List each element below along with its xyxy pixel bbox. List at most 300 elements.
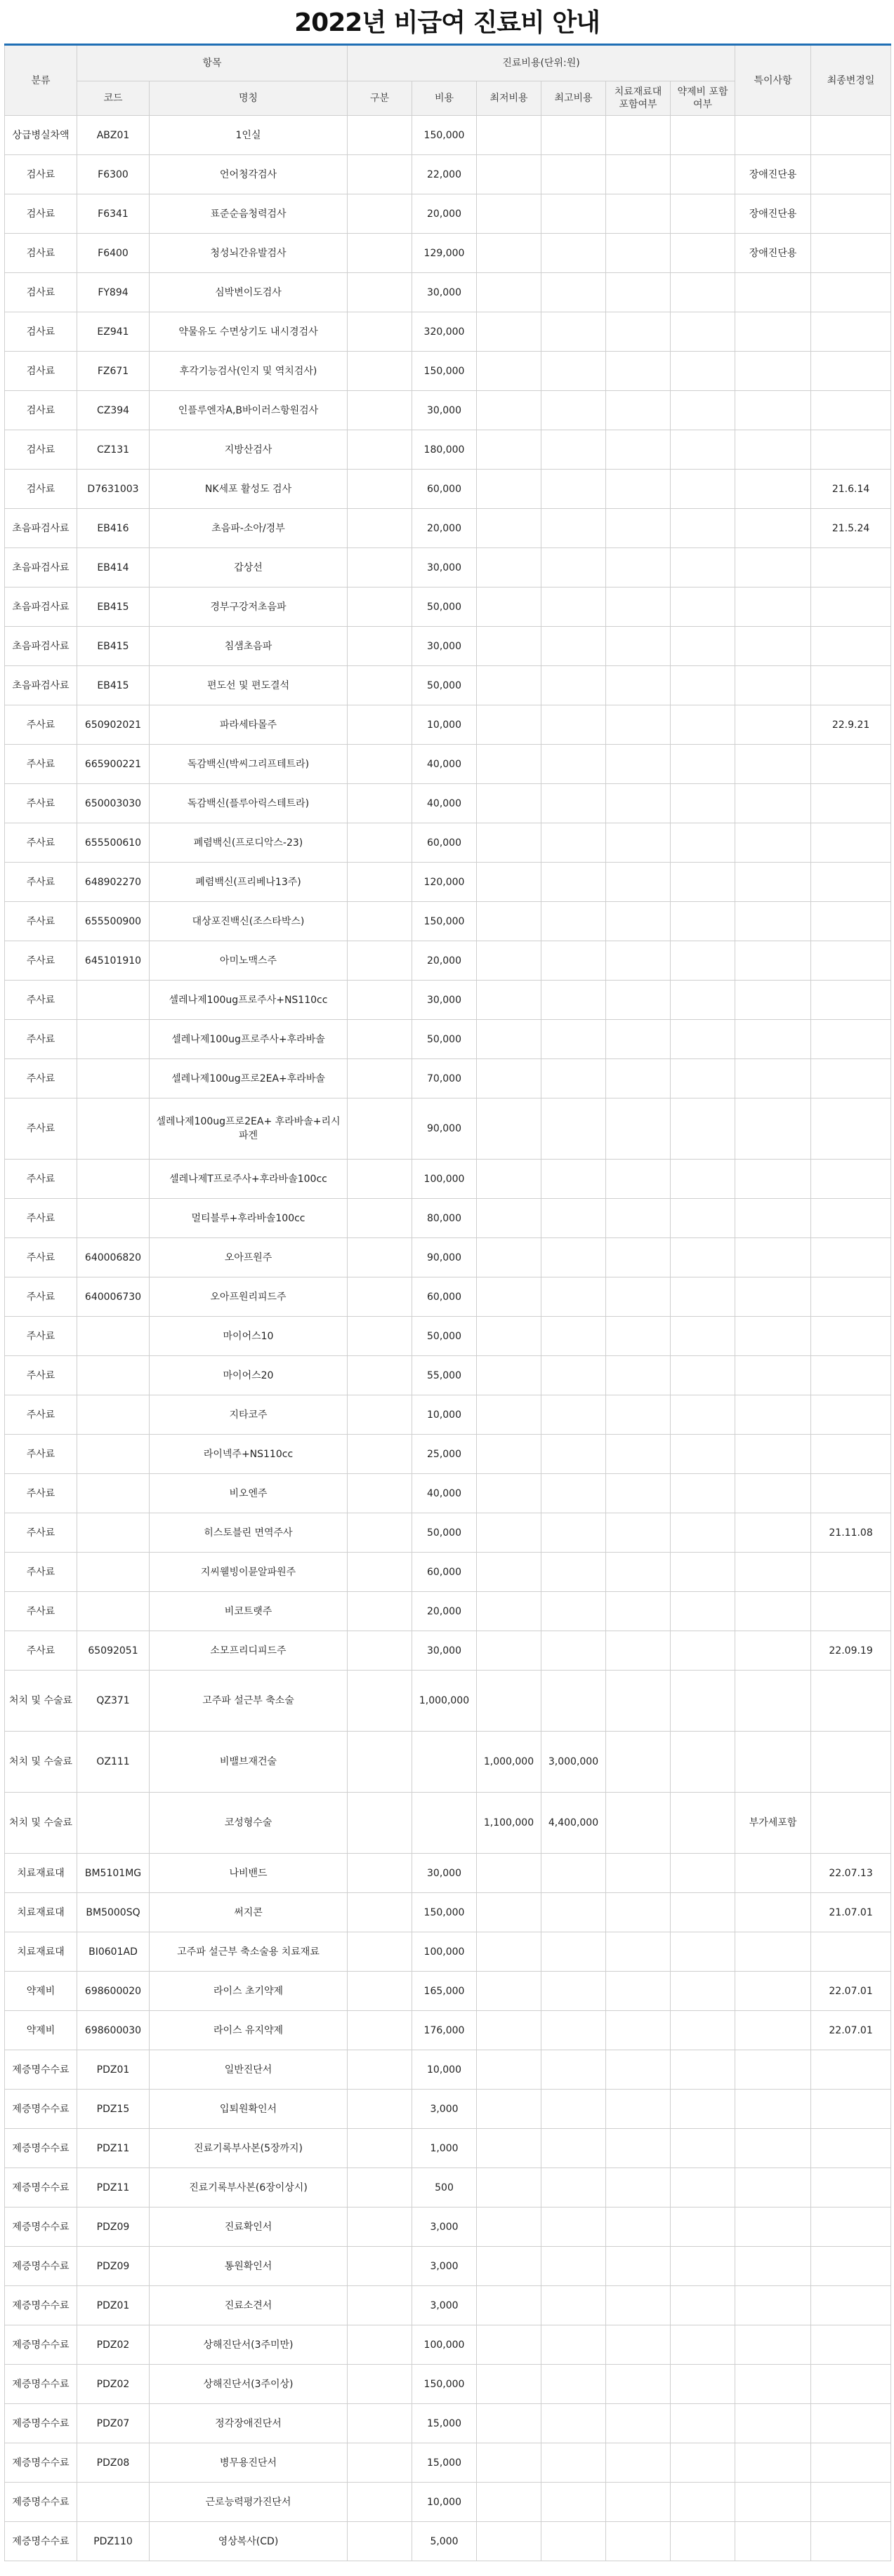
header-category: 분류: [5, 45, 77, 116]
cell-last-changed: [811, 2129, 891, 2168]
cell-cost: 15,000: [412, 2443, 477, 2483]
cell-notes: [735, 1059, 811, 1098]
table-row: [5, 2168, 891, 2207]
cell-name: 파라세타몰주: [150, 705, 348, 745]
cell-category: 주사료: [5, 823, 77, 863]
cell-code: 655500900: [77, 902, 150, 941]
cell-last-changed: [811, 391, 891, 430]
cell-notes: [735, 548, 811, 587]
cell-max-cost: [541, 2050, 606, 2090]
cell-min-cost: [477, 273, 541, 312]
cell-category: 치료재료대: [5, 1854, 77, 1893]
cell-max-cost: [541, 1932, 606, 1972]
cell-material-included: [606, 981, 671, 1020]
table-row: [5, 194, 891, 234]
cell-code: OZ111: [77, 1732, 150, 1793]
cell-max-cost: [541, 391, 606, 430]
cell-notes: [735, 2443, 811, 2483]
cell-notes: [735, 1020, 811, 1059]
table-row: [5, 1277, 891, 1317]
cell-category: 주사료: [5, 784, 77, 823]
table-row: [5, 352, 891, 391]
cell-min-cost: [477, 2443, 541, 2483]
cell-material-included: [606, 1356, 671, 1395]
table-row: [5, 1631, 891, 1671]
cell-notes: [735, 745, 811, 784]
cell-last-changed: [811, 155, 891, 194]
cell-drug-included: [671, 1160, 735, 1199]
cell-max-cost: [541, 981, 606, 1020]
cell-drug-included: [671, 1277, 735, 1317]
cell-material-included: [606, 902, 671, 941]
cell-code: EB415: [77, 666, 150, 705]
cell-name: 라이스 유지약제: [150, 2011, 348, 2050]
cell-max-cost: [541, 2325, 606, 2365]
cell-cost: 30,000: [412, 548, 477, 587]
cell-min-cost: [477, 2522, 541, 2561]
cell-code: [77, 1317, 150, 1356]
cell-category: 제증명수수료: [5, 2168, 77, 2207]
cell-last-changed: [811, 902, 891, 941]
cell-name: 소모프리디피드주: [150, 1631, 348, 1671]
cell-material-included: [606, 1893, 671, 1932]
table-row: [5, 863, 891, 902]
cell-notes: [735, 352, 811, 391]
cell-min-cost: [477, 116, 541, 155]
cell-cost: 60,000: [412, 470, 477, 509]
cell-drug-included: [671, 1854, 735, 1893]
table-row: [5, 1972, 891, 2011]
cell-drug-included: [671, 116, 735, 155]
cell-material-included: [606, 627, 671, 666]
cell-notes: [735, 705, 811, 745]
table-row: [5, 2129, 891, 2168]
cell-min-cost: 1,000,000: [477, 1732, 541, 1793]
table-row: [5, 941, 891, 981]
cell-category: 주사료: [5, 1277, 77, 1317]
cell-category: 초음파검사료: [5, 627, 77, 666]
table-row: [5, 1932, 891, 1972]
cell-name: 마이어스10: [150, 1317, 348, 1356]
cell-name: 폐렴백신(프리베나13주): [150, 863, 348, 902]
cell-code: [77, 981, 150, 1020]
table-row: [5, 2404, 891, 2443]
cell-max-cost: [541, 2443, 606, 2483]
cell-drug-included: [671, 1972, 735, 2011]
cell-cost: 15,000: [412, 2404, 477, 2443]
cell-min-cost: [477, 784, 541, 823]
cell-notes: 장애진단용: [735, 155, 811, 194]
cell-min-cost: [477, 2483, 541, 2522]
cell-min-cost: [477, 1893, 541, 1932]
fee-table: [4, 44, 891, 2561]
cell-code: PDZ08: [77, 2443, 150, 2483]
cell-min-cost: [477, 194, 541, 234]
cell-max-cost: [541, 1592, 606, 1631]
cell-code: [77, 1199, 150, 1238]
cell-min-cost: [477, 548, 541, 587]
cell-notes: [735, 1893, 811, 1932]
cell-material-included: [606, 234, 671, 273]
cell-name: 독감백신(플루아릭스테트라): [150, 784, 348, 823]
cell-name: 표준순음청력검사: [150, 194, 348, 234]
cell-division: [348, 587, 412, 627]
cell-drug-included: [671, 1592, 735, 1631]
cell-max-cost: [541, 194, 606, 234]
cell-category: 제증명수수료: [5, 2090, 77, 2129]
cell-division: [348, 1435, 412, 1474]
cell-code: PDZ07: [77, 2404, 150, 2443]
cell-code: [77, 1592, 150, 1631]
cell-notes: [735, 1972, 811, 2011]
cell-code: 650003030: [77, 784, 150, 823]
cell-name: 코성형수술: [150, 1793, 348, 1854]
cell-last-changed: [811, 2325, 891, 2365]
table-row: [5, 116, 891, 155]
cell-name: 아미노맥스주: [150, 941, 348, 981]
cell-drug-included: [671, 509, 735, 548]
cell-code: PDZ01: [77, 2050, 150, 2090]
cell-division: [348, 2011, 412, 2050]
table-row: [5, 1435, 891, 1474]
cell-category: 주사료: [5, 1199, 77, 1238]
cell-min-cost: [477, 863, 541, 902]
cell-name: 지씨웰빙이뮨알파원주: [150, 1553, 348, 1592]
table-row: [5, 981, 891, 1020]
cell-cost: 500: [412, 2168, 477, 2207]
cell-drug-included: [671, 705, 735, 745]
cell-division: [348, 1631, 412, 1671]
cell-notes: [735, 1317, 811, 1356]
cell-division: [348, 234, 412, 273]
header-cost: 비용: [412, 81, 477, 116]
cell-material-included: [606, 1793, 671, 1854]
cell-drug-included: [671, 2011, 735, 2050]
cell-material-included: [606, 273, 671, 312]
cell-last-changed: [811, 273, 891, 312]
cell-notes: [735, 2207, 811, 2247]
cell-max-cost: [541, 470, 606, 509]
cell-code: [77, 1020, 150, 1059]
cell-division: [348, 2325, 412, 2365]
cell-max-cost: [541, 1513, 606, 1553]
cell-cost: 50,000: [412, 1317, 477, 1356]
cell-last-changed: [811, 2286, 891, 2325]
cell-min-cost: [477, 1932, 541, 1972]
cell-division: [348, 627, 412, 666]
cell-name: 비코트랫주: [150, 1592, 348, 1631]
cell-category: 제증명수수료: [5, 2286, 77, 2325]
cell-cost: 50,000: [412, 1020, 477, 1059]
cell-code: F6341: [77, 194, 150, 234]
cell-max-cost: [541, 116, 606, 155]
cell-category: 주사료: [5, 902, 77, 941]
cell-last-changed: [811, 2365, 891, 2404]
cell-cost: 40,000: [412, 1474, 477, 1513]
cell-last-changed: [811, 194, 891, 234]
cell-division: [348, 509, 412, 548]
cell-name: 입퇴원확인서: [150, 2090, 348, 2129]
table-row: [5, 705, 891, 745]
cell-min-cost: [477, 981, 541, 1020]
cell-material-included: [606, 941, 671, 981]
table-row: [5, 391, 891, 430]
cell-min-cost: [477, 1631, 541, 1671]
cell-notes: [735, 1592, 811, 1631]
cell-category: 주사료: [5, 1435, 77, 1474]
cell-max-cost: [541, 2247, 606, 2286]
cell-material-included: [606, 1317, 671, 1356]
cell-division: [348, 745, 412, 784]
cell-division: [348, 863, 412, 902]
cell-category: 주사료: [5, 1395, 77, 1435]
cell-cost: 320,000: [412, 312, 477, 352]
table-row: [5, 2325, 891, 2365]
cell-category: 검사료: [5, 352, 77, 391]
cell-last-changed: [811, 1435, 891, 1474]
table-row: [5, 2522, 891, 2561]
cell-drug-included: [671, 981, 735, 1020]
cell-name: 진료소견서: [150, 2286, 348, 2325]
cell-cost: 120,000: [412, 863, 477, 902]
cell-min-cost: [477, 941, 541, 981]
cell-notes: [735, 470, 811, 509]
cell-last-changed: [811, 2050, 891, 2090]
cell-material-included: [606, 2207, 671, 2247]
cell-division: [348, 902, 412, 941]
cell-material-included: [606, 1435, 671, 1474]
cell-code: [77, 1435, 150, 1474]
cell-min-cost: [477, 902, 541, 941]
cell-category: 주사료: [5, 1317, 77, 1356]
table-row: [5, 2443, 891, 2483]
cell-category: 초음파검사료: [5, 666, 77, 705]
cell-notes: [735, 2404, 811, 2443]
cell-code: [77, 1160, 150, 1199]
cell-division: [348, 116, 412, 155]
cell-drug-included: [671, 1671, 735, 1732]
cell-last-changed: 22.07.01: [811, 2011, 891, 2050]
cell-last-changed: [811, 666, 891, 705]
cell-last-changed: [811, 1732, 891, 1793]
table-row: [5, 234, 891, 273]
cell-name: 비오엔주: [150, 1474, 348, 1513]
cell-category: 주사료: [5, 1160, 77, 1199]
cell-name: 셀레나제100ug프로주사+후라바솔: [150, 1020, 348, 1059]
cell-category: 검사료: [5, 391, 77, 430]
cell-max-cost: [541, 1238, 606, 1277]
cell-code: [77, 1474, 150, 1513]
cell-name: 병무용진단서: [150, 2443, 348, 2483]
cell-min-cost: [477, 2365, 541, 2404]
cell-drug-included: [671, 902, 735, 941]
cell-name: 청성뇌간유발검사: [150, 234, 348, 273]
cell-code: [77, 2483, 150, 2522]
cell-material-included: [606, 1059, 671, 1098]
cell-notes: [735, 627, 811, 666]
cell-name: NK세포 활성도 검사: [150, 470, 348, 509]
cell-category: 주사료: [5, 1020, 77, 1059]
cell-code: 698600020: [77, 1972, 150, 2011]
cell-drug-included: [671, 430, 735, 470]
cell-cost: 5,000: [412, 2522, 477, 2561]
cell-notes: [735, 863, 811, 902]
cell-code: PDZ110: [77, 2522, 150, 2561]
cell-cost: 150,000: [412, 352, 477, 391]
cell-drug-included: [671, 2522, 735, 2561]
cell-material-included: [606, 705, 671, 745]
cell-max-cost: [541, 823, 606, 863]
cell-division: [348, 1020, 412, 1059]
cell-notes: [735, 2090, 811, 2129]
cell-min-cost: [477, 1592, 541, 1631]
cell-max-cost: [541, 1972, 606, 2011]
cell-name: 갑상선: [150, 548, 348, 587]
cell-max-cost: [541, 312, 606, 352]
cell-division: [348, 1553, 412, 1592]
table-row: [5, 1513, 891, 1553]
table-row: [5, 2090, 891, 2129]
cell-cost: [412, 1793, 477, 1854]
cell-max-cost: 4,400,000: [541, 1793, 606, 1854]
cell-last-changed: [811, 823, 891, 863]
cell-division: [348, 941, 412, 981]
cell-material-included: [606, 470, 671, 509]
cell-name: 셀레나제100ug프로2EA+ 후라바솔+리시파겐: [150, 1098, 348, 1160]
cell-material-included: [606, 2247, 671, 2286]
cell-min-cost: [477, 1671, 541, 1732]
cell-max-cost: [541, 548, 606, 587]
cell-min-cost: [477, 1854, 541, 1893]
cell-max-cost: [541, 1435, 606, 1474]
cell-name: 심박변이도검사: [150, 273, 348, 312]
cell-division: [348, 1592, 412, 1631]
cell-last-changed: [811, 587, 891, 627]
cell-division: [348, 1059, 412, 1098]
cell-min-cost: [477, 1395, 541, 1435]
cell-drug-included: [671, 627, 735, 666]
cell-notes: [735, 1474, 811, 1513]
cell-material-included: [606, 2325, 671, 2365]
cell-division: [348, 2404, 412, 2443]
cell-last-changed: [811, 1553, 891, 1592]
cell-min-cost: [477, 2286, 541, 2325]
cell-drug-included: [671, 1513, 735, 1553]
cell-min-cost: [477, 2325, 541, 2365]
cell-cost: 10,000: [412, 2483, 477, 2522]
cell-max-cost: [541, 1671, 606, 1732]
cell-cost: 30,000: [412, 981, 477, 1020]
cell-notes: [735, 2286, 811, 2325]
cell-category: 주사료: [5, 1513, 77, 1553]
cell-notes: [735, 1631, 811, 1671]
table-row: [5, 1671, 891, 1732]
cell-name: 침샘초음파: [150, 627, 348, 666]
cell-max-cost: [541, 2129, 606, 2168]
cell-cost: 10,000: [412, 705, 477, 745]
cell-category: 주사료: [5, 1059, 77, 1098]
cell-material-included: [606, 784, 671, 823]
cell-division: [348, 1199, 412, 1238]
cell-category: 주사료: [5, 981, 77, 1020]
cell-drug-included: [671, 352, 735, 391]
cell-name: 상해진단서(3주미만): [150, 2325, 348, 2365]
cell-code: [77, 1395, 150, 1435]
cell-material-included: [606, 391, 671, 430]
cell-drug-included: [671, 2050, 735, 2090]
table-row: [5, 1317, 891, 1356]
cell-division: [348, 548, 412, 587]
cell-cost: 60,000: [412, 1553, 477, 1592]
cell-notes: [735, 430, 811, 470]
header-max-cost: 최고비용: [541, 81, 606, 116]
cell-division: [348, 273, 412, 312]
cell-last-changed: [811, 2522, 891, 2561]
cell-cost: 30,000: [412, 273, 477, 312]
cell-min-cost: [477, 1317, 541, 1356]
cell-name: 정각장애진단서: [150, 2404, 348, 2443]
cell-cost: 3,000: [412, 2247, 477, 2286]
cell-material-included: [606, 1238, 671, 1277]
table-row: [5, 666, 891, 705]
cell-cost: 150,000: [412, 2365, 477, 2404]
cell-division: [348, 352, 412, 391]
cell-max-cost: [541, 666, 606, 705]
cell-notes: [735, 587, 811, 627]
cell-min-cost: [477, 1020, 541, 1059]
cell-last-changed: [811, 1059, 891, 1098]
cell-max-cost: [541, 1553, 606, 1592]
cell-code: BI0601AD: [77, 1932, 150, 1972]
cell-code: [77, 1356, 150, 1395]
cell-division: [348, 2129, 412, 2168]
cell-category: 검사료: [5, 430, 77, 470]
table-row: [5, 2483, 891, 2522]
cell-cost: 10,000: [412, 2050, 477, 2090]
cell-material-included: [606, 1395, 671, 1435]
cell-drug-included: [671, 587, 735, 627]
cell-division: [348, 666, 412, 705]
cell-drug-included: [671, 2483, 735, 2522]
cell-min-cost: 1,100,000: [477, 1793, 541, 1854]
cell-drug-included: [671, 1631, 735, 1671]
cell-max-cost: [541, 627, 606, 666]
cell-notes: [735, 1854, 811, 1893]
cell-code: PDZ09: [77, 2207, 150, 2247]
cell-code: EB414: [77, 548, 150, 587]
cell-code: F6400: [77, 234, 150, 273]
cell-cost: 1,000,000: [412, 1671, 477, 1732]
cell-category: 검사료: [5, 155, 77, 194]
cell-code: [77, 1059, 150, 1098]
cell-drug-included: [671, 1098, 735, 1160]
cell-name: 근로능력평가진단서: [150, 2483, 348, 2522]
cell-last-changed: 22.07.01: [811, 1972, 891, 2011]
cell-name: 약물유도 수면상기도 내시경검사: [150, 312, 348, 352]
header-item-group: 항목: [77, 45, 348, 81]
cell-drug-included: [671, 2286, 735, 2325]
cell-notes: [735, 2011, 811, 2050]
cell-division: [348, 1793, 412, 1854]
table-row: [5, 1160, 891, 1199]
cell-division: [348, 1395, 412, 1435]
cell-drug-included: [671, 1474, 735, 1513]
cell-code: PDZ01: [77, 2286, 150, 2325]
cell-category: 약제비: [5, 1972, 77, 2011]
cell-cost: 50,000: [412, 1513, 477, 1553]
cell-drug-included: [671, 666, 735, 705]
cell-notes: [735, 1553, 811, 1592]
